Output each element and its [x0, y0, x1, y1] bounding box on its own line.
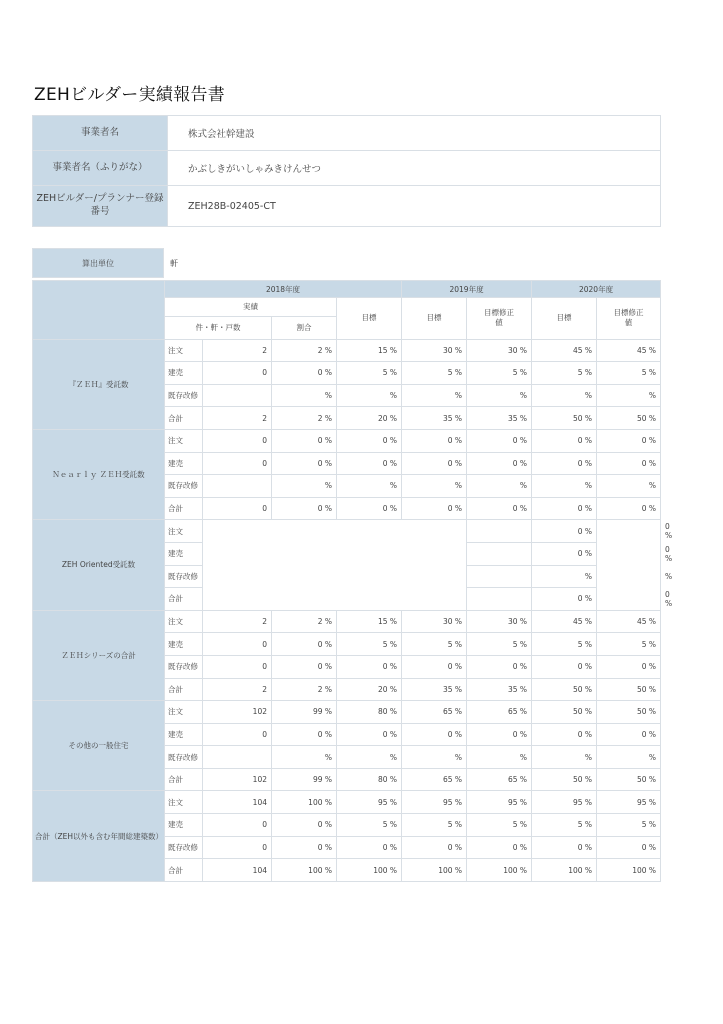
- row-type-label: 既存改修: [165, 475, 203, 498]
- category-label: ZEH Oriented受託数: [33, 520, 165, 610]
- value-cell: %: [532, 565, 597, 588]
- value-cell: 95 %: [402, 791, 467, 814]
- value-cell: 0 %: [467, 723, 532, 746]
- value-cell: %: [402, 746, 467, 769]
- value-cell: 0 %: [597, 723, 661, 746]
- row-type-label: 建売: [165, 542, 203, 565]
- value-cell: 45 %: [597, 610, 661, 633]
- table-row: [33, 701, 661, 724]
- value-cell: 2: [203, 610, 272, 633]
- business-info-table: [32, 115, 661, 227]
- value-cell: %: [597, 384, 661, 407]
- value-cell: 20 %: [337, 407, 402, 430]
- value-cell: 5 %: [467, 362, 532, 385]
- value-cell: 95 %: [337, 791, 402, 814]
- row-type-label: 合計: [165, 768, 203, 791]
- value-cell: 5 %: [532, 814, 597, 837]
- value-cell: 0: [203, 362, 272, 385]
- value-cell: 102: [203, 701, 272, 724]
- info-row: [33, 151, 661, 186]
- value-cell: 5 %: [532, 362, 597, 385]
- value-cell: 0 %: [272, 429, 337, 452]
- value-cell: 15 %: [337, 610, 402, 633]
- value-cell: 5 %: [402, 362, 467, 385]
- category-label: ＺＥＨシリーズの合計: [33, 610, 165, 700]
- value-cell: 0 %: [337, 497, 402, 520]
- value-cell: 95 %: [597, 791, 661, 814]
- row-type-label: 建売: [165, 814, 203, 837]
- value-cell: 0 %: [532, 429, 597, 452]
- value-cell: %: [532, 384, 597, 407]
- value-cell: 0 %: [337, 429, 402, 452]
- row-type-label: 注文: [165, 701, 203, 724]
- value-cell: %: [337, 746, 402, 769]
- value-cell: %: [272, 475, 337, 498]
- value-cell: 0 %: [467, 836, 532, 859]
- value-cell: 0 %: [272, 452, 337, 475]
- value-cell: 0: [203, 814, 272, 837]
- value-cell: 2 %: [272, 339, 337, 362]
- value-cell: 2 %: [272, 678, 337, 701]
- value-cell: 15 %: [337, 339, 402, 362]
- category-label: Ｎｅａｒｌｙ ＺＥＨ受託数: [33, 429, 165, 519]
- value-cell: 0 %: [532, 452, 597, 475]
- value-cell: 5 %: [467, 633, 532, 656]
- value-cell: 80 %: [337, 768, 402, 791]
- value-cell: 35 %: [467, 678, 532, 701]
- year-2018-header: 2018年度: [165, 281, 402, 298]
- value-cell: %: [532, 746, 597, 769]
- value-cell: 5 %: [337, 633, 402, 656]
- value-cell: 0 %: [597, 497, 661, 520]
- row-type-label: 注文: [165, 339, 203, 362]
- value-cell: 65 %: [402, 768, 467, 791]
- value-cell: 0 %: [272, 723, 337, 746]
- value-cell: 0 %: [402, 655, 467, 678]
- value-cell: %: [467, 475, 532, 498]
- value-cell: 50 %: [532, 701, 597, 724]
- category-label: 『ＺＥＨ』受託数: [33, 339, 165, 429]
- value-cell: 5 %: [597, 814, 661, 837]
- table-row: [33, 791, 661, 814]
- value-cell: 5 %: [402, 814, 467, 837]
- value-cell: 0 %: [337, 836, 402, 859]
- value-cell: 50 %: [597, 678, 661, 701]
- value-cell: 65 %: [467, 768, 532, 791]
- value-cell: 0 %: [402, 429, 467, 452]
- value-cell: 95 %: [467, 791, 532, 814]
- value-cell: [467, 588, 532, 611]
- blank-cell: [203, 520, 467, 610]
- value-cell: 100 %: [272, 859, 337, 882]
- value-cell: %: [402, 384, 467, 407]
- value-cell: 5 %: [597, 362, 661, 385]
- category-label: 合計（ZEH以外も含む年間総建築数）: [33, 791, 165, 881]
- target-2018-header: 目標: [337, 298, 402, 340]
- table-row: 既存改修 % %: [33, 565, 661, 588]
- value-cell: 35 %: [402, 407, 467, 430]
- value-cell: %: [467, 384, 532, 407]
- value-cell: 104: [203, 791, 272, 814]
- value-cell: 100 %: [532, 859, 597, 882]
- value-cell: 0 %: [532, 520, 597, 543]
- value-cell: 5 %: [337, 814, 402, 837]
- value-cell: 30 %: [402, 610, 467, 633]
- row-type-label: 建売: [165, 362, 203, 385]
- value-cell: 0 %: [272, 497, 337, 520]
- value-cell: 5 %: [597, 633, 661, 656]
- value-cell: 0: [203, 723, 272, 746]
- info-value: ZEH28B-02405-CT: [168, 186, 661, 227]
- row-type-label: 合計: [165, 859, 203, 882]
- info-label: 事業者名: [33, 116, 168, 151]
- value-cell: [467, 520, 532, 543]
- value-cell: %: [532, 475, 597, 498]
- value-cell: 102: [203, 768, 272, 791]
- page-title: ZEHビルダー実績報告書: [34, 85, 226, 105]
- value-cell: 2 %: [272, 407, 337, 430]
- value-cell: 0 %: [532, 836, 597, 859]
- value-cell: 0 %: [532, 588, 597, 611]
- value-cell: 0 %: [337, 655, 402, 678]
- value-cell: 0 %: [532, 655, 597, 678]
- value-cell: %: [272, 746, 337, 769]
- value-cell: 45 %: [532, 610, 597, 633]
- value-cell: 5 %: [467, 814, 532, 837]
- row-type-label: 建売: [165, 633, 203, 656]
- value-cell: 0 %: [402, 836, 467, 859]
- count-header: 件・軒・戸数: [165, 317, 272, 340]
- category-label: その他の一般住宅: [33, 701, 165, 791]
- value-cell: 0: [203, 452, 272, 475]
- info-label: ZEHビルダー/プランナー登録番号: [33, 186, 168, 227]
- value-cell: %: [337, 475, 402, 498]
- value-cell: %: [597, 746, 661, 769]
- value-cell: 20 %: [337, 678, 402, 701]
- info-value: かぶしきがいしゃみきけんせつ: [168, 151, 661, 186]
- value-cell: 50 %: [597, 407, 661, 430]
- value-cell: 0 %: [402, 497, 467, 520]
- value-cell: 5 %: [532, 633, 597, 656]
- unit-value: 軒: [164, 249, 183, 278]
- row-type-label: 合計: [165, 678, 203, 701]
- results-table: [32, 280, 673, 882]
- corner-cell: [33, 281, 165, 340]
- value-cell: 0 %: [467, 452, 532, 475]
- value-cell: 50 %: [532, 678, 597, 701]
- target-2019-header: 目標: [402, 298, 467, 340]
- value-cell: 0: [203, 429, 272, 452]
- value-cell: 0: [203, 836, 272, 859]
- table-row: 合計 0 % 0 %: [33, 588, 661, 611]
- year-2019-header: 2019年度: [402, 281, 532, 298]
- value-cell: 0 %: [532, 497, 597, 520]
- ratio-header: 割合: [272, 317, 337, 340]
- value-cell: 50 %: [597, 701, 661, 724]
- value-cell: 45 %: [597, 339, 661, 362]
- info-row: [33, 186, 661, 227]
- blank-cell: [597, 520, 661, 610]
- value-cell: 0 %: [337, 723, 402, 746]
- value-cell: %: [272, 384, 337, 407]
- value-cell: 0: [203, 655, 272, 678]
- revised-2019-header: 目標修正値: [467, 298, 532, 340]
- value-cell: 0: [203, 633, 272, 656]
- value-cell: 0 %: [532, 542, 597, 565]
- row-type-label: 建売: [165, 452, 203, 475]
- value-cell: %: [402, 475, 467, 498]
- year-2020-header: 2020年度: [532, 281, 661, 298]
- target-2020-header: 目標: [532, 298, 597, 340]
- value-cell: 100 %: [402, 859, 467, 882]
- value-cell: [203, 384, 272, 407]
- unit-label: 算出単位: [33, 249, 164, 278]
- value-cell: 0 %: [272, 362, 337, 385]
- table-row: ZEH Oriented受託数 注文 0 % 0 %: [33, 520, 661, 543]
- value-cell: 100 %: [467, 859, 532, 882]
- value-cell: 5 %: [402, 633, 467, 656]
- value-cell: 65 %: [402, 701, 467, 724]
- row-type-label: 既存改修: [165, 565, 203, 588]
- row-type-label: 既存改修: [165, 384, 203, 407]
- table-row: [33, 610, 661, 633]
- value-cell: 100 %: [337, 859, 402, 882]
- value-cell: 80 %: [337, 701, 402, 724]
- value-cell: 2: [203, 407, 272, 430]
- row-type-label: 既存改修: [165, 746, 203, 769]
- value-cell: 99 %: [272, 701, 337, 724]
- value-cell: 0 %: [272, 836, 337, 859]
- row-type-label: 合計: [165, 497, 203, 520]
- value-cell: 0 %: [402, 452, 467, 475]
- value-cell: 0 %: [597, 836, 661, 859]
- value-cell: 0 %: [467, 655, 532, 678]
- value-cell: 0: [203, 497, 272, 520]
- value-cell: 0 %: [272, 633, 337, 656]
- value-cell: %: [467, 746, 532, 769]
- value-cell: 35 %: [402, 678, 467, 701]
- value-cell: 0 %: [532, 723, 597, 746]
- value-cell: 50 %: [532, 407, 597, 430]
- value-cell: %: [597, 475, 661, 498]
- row-type-label: 注文: [165, 610, 203, 633]
- row-type-label: 注文: [165, 520, 203, 543]
- value-cell: 95 %: [532, 791, 597, 814]
- value-cell: 100 %: [597, 859, 661, 882]
- info-row: [33, 116, 661, 151]
- row-type-label: 既存改修: [165, 655, 203, 678]
- row-type-label: 注文: [165, 429, 203, 452]
- table-row: [33, 339, 661, 362]
- value-cell: 35 %: [467, 407, 532, 430]
- table-row: [33, 429, 661, 452]
- revised-2020-header: 目標修正値: [597, 298, 661, 340]
- row-type-label: 合計: [165, 407, 203, 430]
- value-cell: 30 %: [402, 339, 467, 362]
- value-cell: 99 %: [272, 768, 337, 791]
- row-type-label: 注文: [165, 791, 203, 814]
- value-cell: [467, 565, 532, 588]
- value-cell: 2: [203, 678, 272, 701]
- actual-header: 実績: [165, 298, 337, 317]
- row-type-label: 建売: [165, 723, 203, 746]
- info-value: 株式会社幹建設: [168, 116, 661, 151]
- value-cell: 2 %: [272, 610, 337, 633]
- unit-table: [32, 248, 182, 278]
- value-cell: %: [337, 384, 402, 407]
- value-cell: 50 %: [597, 768, 661, 791]
- value-cell: [203, 746, 272, 769]
- value-cell: 2: [203, 339, 272, 362]
- value-cell: 65 %: [467, 701, 532, 724]
- value-cell: [203, 475, 272, 498]
- value-cell: 0 %: [272, 655, 337, 678]
- value-cell: 0 %: [467, 429, 532, 452]
- value-cell: 30 %: [467, 339, 532, 362]
- value-cell: 0 %: [597, 452, 661, 475]
- value-cell: 5 %: [337, 362, 402, 385]
- table-row: 建売 0 % 0 %: [33, 542, 661, 565]
- value-cell: [467, 542, 532, 565]
- value-cell: 0 %: [337, 452, 402, 475]
- value-cell: 0 %: [272, 814, 337, 837]
- row-type-label: 既存改修: [165, 836, 203, 859]
- value-cell: 0 %: [402, 723, 467, 746]
- value-cell: 50 %: [532, 768, 597, 791]
- value-cell: 0 %: [467, 497, 532, 520]
- value-cell: 0 %: [597, 429, 661, 452]
- value-cell: 30 %: [467, 610, 532, 633]
- value-cell: 45 %: [532, 339, 597, 362]
- value-cell: 104: [203, 859, 272, 882]
- value-cell: 100 %: [272, 791, 337, 814]
- info-label: 事業者名（ふりがな）: [33, 151, 168, 186]
- value-cell: 0 %: [597, 655, 661, 678]
- row-type-label: 合計: [165, 588, 203, 611]
